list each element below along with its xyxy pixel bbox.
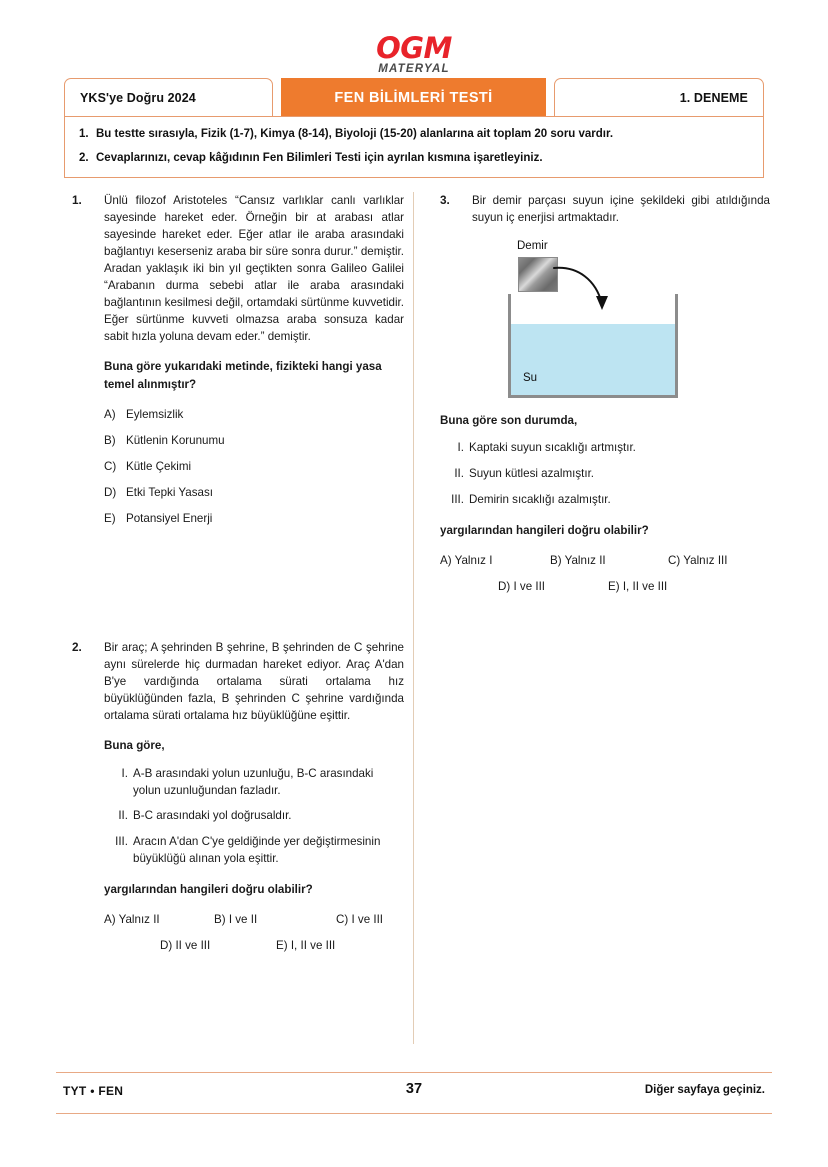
question-2-option-c[interactable]: C) I ve III	[336, 913, 384, 927]
left-column	[72, 192, 404, 956]
question-3-option-d[interactable]: D) I ve III	[498, 580, 546, 594]
logo-primary-text: OGM	[376, 31, 452, 65]
instruction-text: Bu testte sırasıyla, Fizik (1-7), Kimya (8-14), Biyoloji (15-20) alanlarına ait toplam 20 soru vardır.	[96, 128, 614, 140]
statement-numeral: II.	[118, 809, 128, 823]
question-2-number: 2.	[72, 640, 82, 655]
beaker-base	[508, 395, 678, 398]
question-3-option-c[interactable]: C) Yalnız III	[668, 554, 728, 568]
question-2-statements	[104, 766, 404, 868]
question-3-options-row-2	[440, 578, 770, 597]
column-divider	[413, 192, 414, 1044]
question-1-option-c[interactable]	[104, 458, 404, 475]
logo-secondary-text: MATERYAL	[378, 63, 450, 75]
header-exam-series-label: YKS'ye Doğru 2024	[80, 90, 196, 105]
question-3	[440, 192, 770, 597]
question-3-options-row-1	[440, 552, 770, 571]
question-1-option-e[interactable]	[104, 510, 404, 527]
question-2-header	[72, 639, 404, 724]
statement-numeral: II.	[454, 467, 464, 481]
instruction-item	[79, 151, 749, 167]
footer-rule-top	[56, 1072, 772, 1073]
question-3-options	[440, 552, 770, 597]
question-2-statement-iii	[104, 834, 404, 868]
statement-text: Suyun kütlesi azalmıştır.	[469, 467, 595, 481]
question-3-header	[440, 192, 770, 226]
question-1-prompt: Buna göre yukarıdaki metinde, fizikteki hangi yasa temel alınmıştır?	[104, 360, 382, 391]
option-text: Eylemsizlik	[126, 408, 184, 422]
figure-label-iron: Demir	[517, 240, 548, 253]
footer-page-number: 37	[405, 1081, 423, 1097]
statement-numeral: III.	[451, 493, 464, 507]
question-1-body: Ünlü filozof Aristoteles “Cansız varlıklar canlı varlıklar sayesinde hareket eder. Örneğin bir at arabası atlar sayesinde hareket eder. Eğer atlar ile araba arasındaki bağlantıyı keserseniz araba bir süre sonra durur.” demiştir. Aradan yaklaşık iki bin yıl geçtikten sonra Galileo Galilei “Arabanın durma sebebi atlar ile araba arasındaki bağlantının kesilmesi değil, ortamdaki sürtünme kuvvetidir. Eğer sürtünme kuvveti olmazsa araba sonsuza kadar sabit hızla yoluna devam eder.” demiştir.	[104, 194, 404, 344]
question-2-statement-i	[104, 766, 404, 800]
question-2-statement-ii	[104, 808, 404, 825]
statement-numeral: I.	[457, 441, 464, 455]
question-3-statement-i	[440, 440, 770, 457]
question-1-option-d[interactable]	[104, 484, 404, 501]
question-2-prompt: Buna göre,	[104, 739, 165, 753]
question-3-figure	[440, 238, 770, 406]
question-3-option-e[interactable]: E) I, II ve III	[608, 580, 668, 594]
option-text: Etki Tepki Yasası	[126, 486, 213, 500]
question-2-option-d[interactable]: D) II ve III	[160, 939, 211, 953]
statement-numeral: III.	[115, 835, 128, 849]
question-3-statement-ii	[440, 466, 770, 483]
option-letter: E)	[104, 512, 116, 526]
question-3-body: Bir demir parçası suyun içine şekildeki gibi atıldığında suyun iç enerjisi artmaktadır.	[472, 194, 770, 225]
statement-text: A-B arasındaki yolun uzunluğu, B-C arasındaki yolun uzunluğundan fazladır.	[133, 766, 374, 797]
instruction-number: 1.	[79, 128, 89, 140]
question-3-statements	[440, 440, 770, 508]
question-1-option-b[interactable]	[104, 432, 404, 449]
water-fill	[511, 324, 675, 395]
statement-text: Kaptaki suyun sıcaklığı artmıştır.	[469, 441, 636, 455]
question-3-prompt: Buna göre son durumda,	[440, 414, 578, 428]
right-column	[440, 192, 770, 597]
option-text: Potansiyel Enerji	[126, 512, 213, 526]
question-2-options-row-1	[104, 911, 404, 930]
question-3-prompt-2: yargılarından hangileri doğru olabilir?	[440, 523, 649, 537]
footer-rule-bottom	[56, 1113, 772, 1114]
question-3-option-a[interactable]: A) Yalnız I	[440, 554, 493, 568]
footer-next-page-note: Diğer sayfaya geçiniz.	[644, 1084, 765, 1096]
statement-text: Aracın A'dan C'ye geldiğinde yer değiştirmesinin büyüklüğü alınan yola eşittir.	[133, 835, 381, 865]
question-2-prompt-2: yargılarından hangileri doğru olabilir?	[104, 882, 313, 896]
option-text: Kütle Çekimi	[126, 460, 192, 474]
question-1-number: 1.	[72, 193, 82, 207]
option-letter: B)	[104, 434, 116, 448]
question-1-header	[72, 192, 404, 345]
instruction-number: 2.	[79, 151, 89, 164]
header-test-title-box	[281, 78, 546, 116]
question-2-options	[104, 911, 404, 956]
question-1-options	[104, 406, 404, 527]
question-3-number: 3.	[440, 193, 450, 207]
header-tab-row	[64, 78, 764, 116]
option-letter: A)	[104, 408, 116, 422]
header-trial-number-box	[554, 78, 764, 116]
question-2-option-a[interactable]: A) Yalnız II	[104, 913, 160, 927]
question-2	[72, 639, 404, 956]
instructions-box	[64, 116, 764, 178]
figure-label-water: Su	[523, 372, 538, 385]
beaker-wall-right	[675, 294, 678, 398]
option-text: Kütlenin Korunumu	[126, 434, 225, 448]
question-1	[72, 192, 404, 527]
instruction-text: Cevaplarınızı, cevap kâğıdının Fen Bilimleri Testi için ayrılan kısmına işaretleyiniz.	[96, 151, 543, 164]
question-3-option-b[interactable]: B) Yalnız II	[550, 554, 606, 568]
statement-text: B-C arasındaki yol doğrusaldır.	[133, 809, 292, 823]
question-2-body: Bir araç; A şehrinden B şehrine, B şehrinden de C şehrine aynı sürelerde hiç durmadan hareket ediyor. Araç A'dan B'ye vardığında ortalama sürati ortalama hız büyüklüğünden fazla, B şehrinden C şehrine vardığında ortalama sürati ortalama hız büyüklüğüne eşittir.	[104, 641, 404, 723]
option-letter: C)	[104, 460, 117, 474]
question-2-option-e[interactable]: E) I, II ve III	[276, 939, 336, 953]
statement-numeral: I.	[121, 766, 128, 780]
header-exam-series-box	[64, 78, 273, 116]
footer-subject-label: TYT • FEN	[63, 1084, 124, 1098]
question-3-statement-iii	[440, 492, 770, 509]
header-trial-number-label: 1. DENEME	[679, 90, 748, 105]
ogm-logo	[0, 31, 828, 76]
question-2-options-row-2	[104, 937, 404, 956]
question-1-option-a[interactable]	[104, 406, 404, 423]
instruction-item	[79, 127, 749, 143]
statement-text: Demirin sıcaklığı azalmıştır.	[469, 493, 611, 507]
question-2-option-b[interactable]: B) I ve II	[214, 913, 258, 927]
header-test-title-label: FEN BİLİMLERİ TESTİ	[334, 89, 493, 106]
beaker-container	[508, 294, 678, 398]
page-footer	[56, 1079, 772, 1109]
option-letter: D)	[104, 486, 117, 500]
